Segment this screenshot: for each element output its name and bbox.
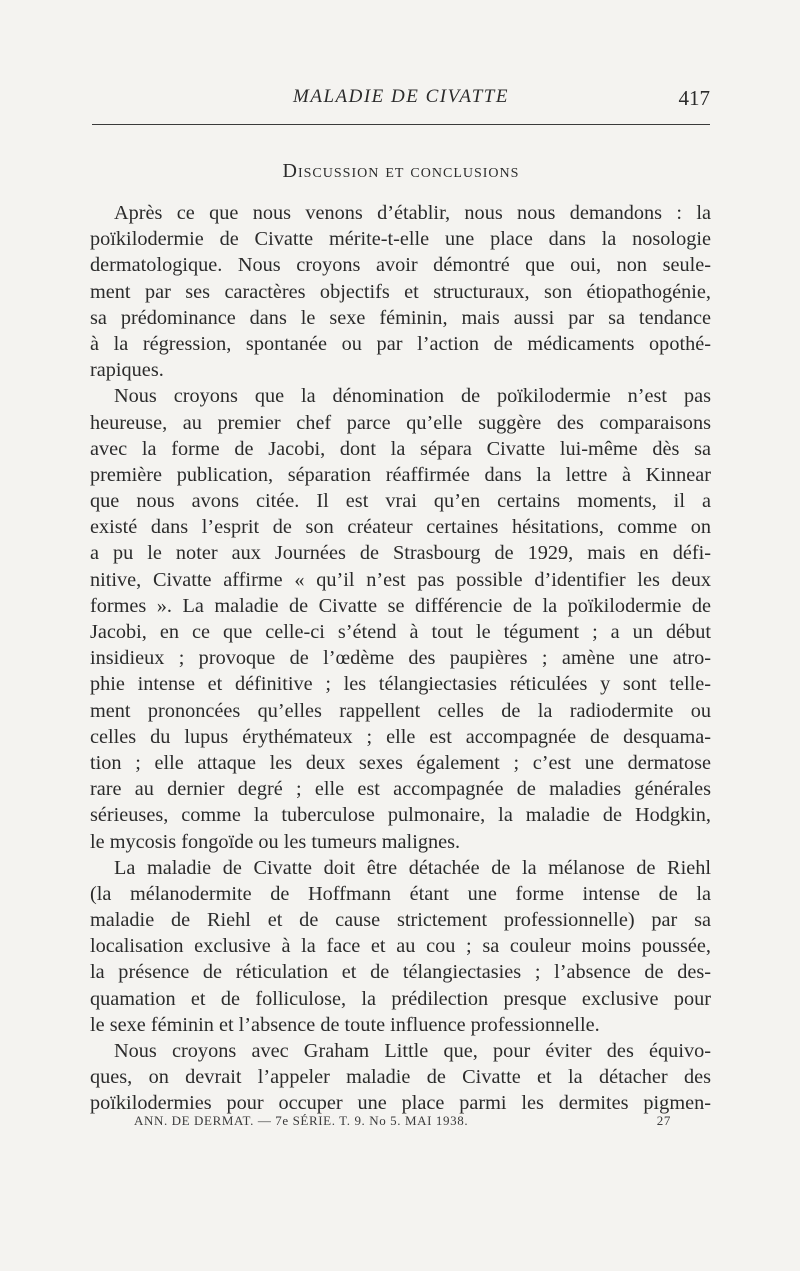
text-line: tion ; elle attaque les deux sexes également ; c’est une dermatose (90, 751, 711, 774)
text-line: que nous avons citée. Il est vrai qu’en certains moments, il a (90, 490, 711, 513)
text-line: heureuse, au premier chef parce qu’elle suggère des comparaisons (90, 411, 711, 434)
page-number: 417 (678, 86, 710, 110)
text-line: a pu le noter aux Journées de Strasbourg de 1929, mais en défi- (90, 542, 711, 565)
text-line: quamation et de folliculose, la prédilection presque exclusive pour (90, 987, 711, 1010)
header-rule (92, 124, 710, 125)
text-line: le sexe féminin et l’absence de toute influence professionnelle. (90, 1013, 600, 1036)
text-line: sa prédominance dans le sexe féminin, mais aussi par sa tendance (90, 306, 711, 329)
text-line: Nous croyons que la dénomination de poïkilodermie n’est pas (114, 385, 711, 408)
text-line: première publication, séparation réaffirmée dans la lettre à Kinnear (90, 463, 711, 486)
text-line: nitive, Civatte affirme « qu’il n’est pas possible d’identifier les deux (90, 568, 711, 591)
text-line: avec la forme de Jacobi, dont la sépara Civatte lui-même dès sa (90, 437, 711, 460)
text-line: sérieuses, comme la tuberculose pulmonaire, la maladie de Hodgkin, (90, 804, 711, 827)
text-line: Jacobi, en ce que celle-ci s’étend à tout le tégument ; a un début (90, 621, 711, 643)
text-line: phie intense et définitive ; les télangiectasies réticulées y sont telle- (90, 673, 711, 696)
text-line: dermatologique. Nous croyons avoir démontré que oui, non seule- (90, 254, 711, 277)
text-line: existé dans l’esprit de son créateur certaines hésitations, comme on (90, 516, 711, 539)
text-line: insidieux ; provoque de l’œdème des paupières ; amène une atro- (90, 647, 711, 670)
text-line: ment par ses caractères objectifs et structuraux, son étiopathogénie, (90, 280, 711, 303)
text-line: poïkilodermies pour occuper une place parmi les dermites pigmen- (90, 1092, 711, 1115)
journal-citation: ANN. DE DERMAT. — 7e SÉRIE. T. 9. No 5. MAI 1938. (134, 1113, 469, 1128)
text-line: poïkilodermie de Civatte mérite-t-elle une place dans la nosologie (90, 228, 711, 251)
text-line: ques, on devrait l’appeler maladie de Civatte et la détacher des (90, 1066, 711, 1089)
text-line: (la mélanodermite de Hoffmann étant une forme intense de la (90, 882, 711, 905)
text-line: rare au dernier degré ; elle est accompagnée de maladies générales (90, 778, 711, 801)
text-line: Nous croyons avec Graham Little que, pour éviter des équivo- (114, 1040, 711, 1062)
text-line: La maladie de Civatte doit être détachée de la mélanose de Riehl (114, 856, 711, 879)
text-line: formes ». La maladie de Civatte se différencie de la poïkilodermie de (90, 594, 711, 617)
text-line: le mycosis fongoïde ou les tumeurs malignes. (90, 830, 461, 853)
text-line: rapiques. (90, 359, 164, 382)
section-heading: Discussion et conclusions (282, 160, 520, 182)
text-line: à la régression, spontanée ou par l’action de médicaments opothé- (90, 332, 711, 355)
running-title: MALADIE DE CIVATTE (293, 86, 509, 107)
signature-mark: 27 (656, 1113, 671, 1128)
body-text (90, 200, 711, 1117)
text-line: localisation exclusive à la face et au cou ; sa couleur moins poussée, (90, 935, 711, 958)
text-line: Après ce que nous venons d’établir, nous nous demandons : la (114, 202, 711, 224)
running-head (92, 86, 710, 116)
text-line: celles du lupus érythémateux ; elle est accompagnée de desquama- (90, 725, 711, 748)
text-line: maladie de Riehl et de cause strictement professionnelle) par sa (90, 909, 711, 932)
text-line: la présence de réticulation et de télangiectasies ; l’absence de des- (90, 961, 711, 984)
text-line: ment prononcées qu’elles rappellent celles de la radiodermite ou (90, 699, 711, 722)
